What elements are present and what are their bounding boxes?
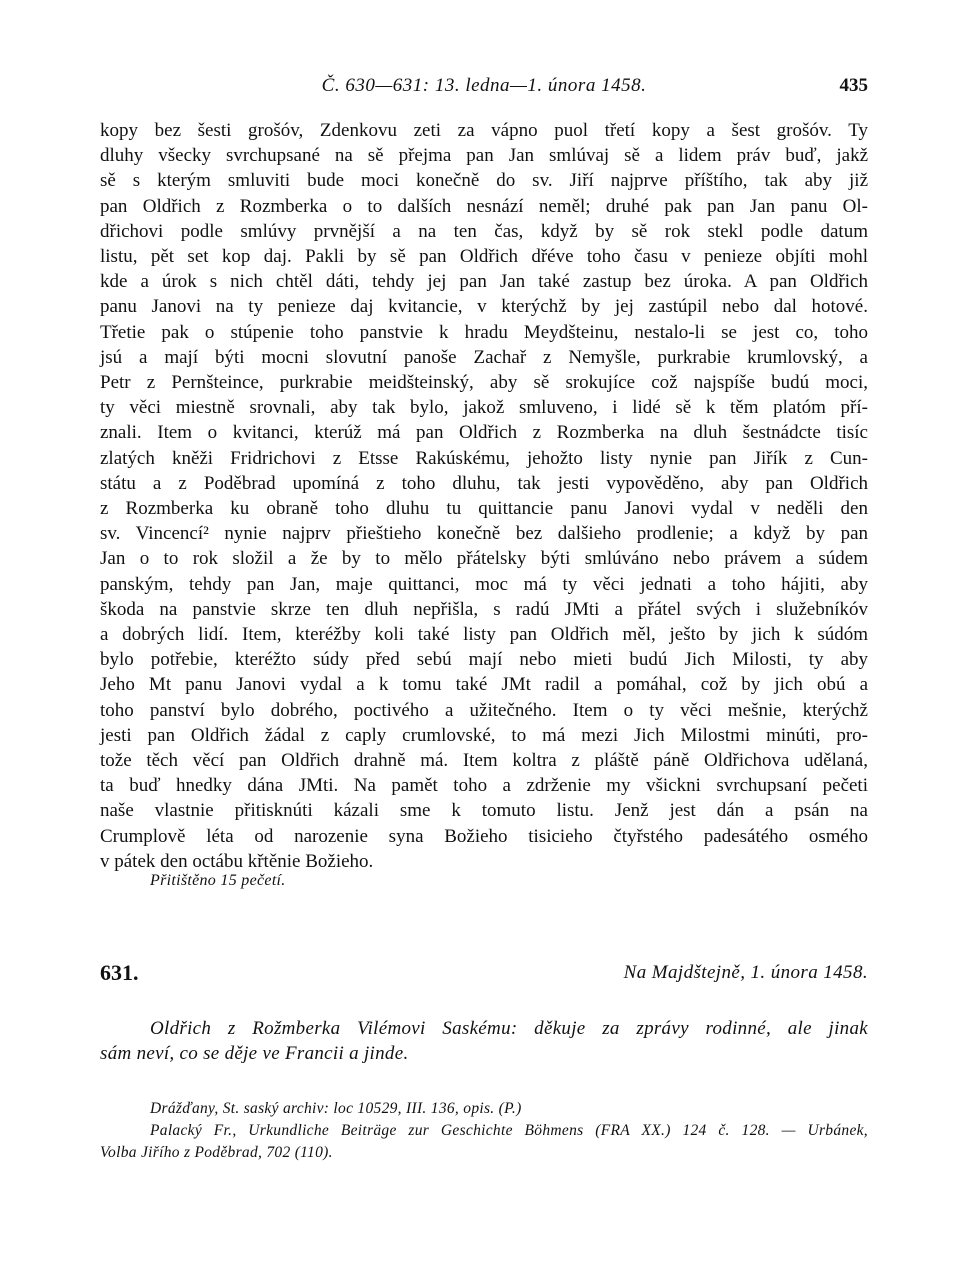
running-title: Č. 630—631: 13. ledna—1. února 1458. — [321, 75, 647, 96]
text-line: toho panství bylo dobrého, poctivého a užitečného. Item o ty věci mešnie, kterýchž — [100, 699, 868, 721]
document-summary — [100, 1016, 868, 1066]
text-line: dluhy všecky svrchupsané na sě přejma pan Jan smlúvaj sě a lidem práv buď, jakž — [100, 145, 868, 167]
text-line: z Rozmberka ku obraně toho dluhu tu quittancie panu Janovi vydal v neděli den — [100, 498, 868, 520]
text-line: Crumplově léta od narozenie syna Božieho tisicieho čtyřstého padesátého osmého — [100, 825, 868, 847]
text-line: ta buď hnedky dána JMti. Na pamět toho a zdrženie my všickni svrchupsaní pečeti — [100, 775, 868, 797]
document-heading — [100, 960, 868, 990]
text-line: naše vlastnie přitisknúti kázali sme k tomuto listu. Jenž jest dán a psán na — [100, 800, 868, 822]
text-line: Petr z Pernšteince, purkrabie meidšteinský, aby sě srokujíce což najspíše budú moci, — [100, 372, 868, 394]
summary-line: sám neví, co se děje ve Francii a jinde. — [100, 1043, 409, 1064]
source-line: Drážďany, St. saský archiv: loc 10529, III. 136, opis. (P.) — [150, 1100, 522, 1117]
summary-line: Oldřich z Rožmberka Vilémovi Saskému: děkuje za zprávy rodinné, ale jinak — [150, 1018, 868, 1039]
text-line: Jan o to rok složil a že by to mělo přátelsky býti smlúváno nebo právem a súdem — [100, 548, 868, 570]
text-line: dřichovi podle smlúvy prvnější a na ten čas, když by sě rok stekl podle datum — [100, 220, 868, 242]
document-number: 631. — [100, 960, 139, 985]
text-line: kopy bez šesti grošóv, Zdenkovu zeti za vápno puol třetí kopy a šest grošóv. Ty — [100, 120, 868, 141]
source-line: Volba Jiřího z Poděbrad, 702 (110). — [100, 1144, 333, 1161]
text-line: škoda na panstvie skrze ten dluh nepřišla, s radú JMti a přátel svých i služebníkóv — [100, 598, 868, 620]
text-line: znali. Item o kvitanci, kterúž má pan Oldřich z Rozmberka na dluh šestnádcte tisíc — [100, 422, 868, 444]
text-line: Třetie pak o stúpenie toho panstvie k hradu Meydšteinu, nestalo-li se jest co, toho — [100, 321, 868, 343]
text-line: pan Oldřich z Rozmberka o to dalších nesnází neměl; druhé pak pan Jan panu Ol- — [100, 195, 868, 217]
text-line: sě s kterým smluviti bude moci konečně do sv. Jiří najprve příštího, tak aby již — [100, 170, 868, 192]
text-line: a dobrých lidí. Item, kteréžby koli také listy pan Oldřich měl, ješto by jich k súdóm — [100, 624, 868, 646]
sealing-note: Přitištěno 15 pečetí. — [150, 872, 286, 889]
running-header — [100, 75, 868, 101]
text-line: listu, pět set kop daj. Pakli by sě pan Oldřich dřéve toho času v penieze objíti mohl — [100, 246, 868, 268]
document-place-date: Na Majdštejně, 1. února 1458. — [623, 962, 868, 983]
charter-text — [100, 118, 868, 874]
source-line: Palacký Fr., Urkundliche Beiträge zur Geschichte Böhmens (FRA XX.) 124 č. 128. — Urbánek, — [150, 1122, 868, 1139]
text-line: ty věci miestně srovnali, aby tak bylo, jakož smluveno, i lidé sě k těm platóm pří- — [100, 397, 868, 419]
text-line: panu Janovi na ty penieze daj kvitancie, v kterýchž by jej zastúpil nebo dal hotové. — [100, 296, 868, 318]
text-line: panským, tehdy pan Jan, maje quittanci, moc má ty věci jednati a toho hájiti, aby — [100, 573, 868, 595]
text-line: zlatých kněži Fridrichovi z Etsse Rakúskému, jehožto listy nynie pan Jiřík z Cun- — [100, 447, 868, 469]
text-line: jsú a mají býti mocni slovutní panoše Zachař z Nemyšle, purkrabie krumlovský, a — [100, 346, 868, 368]
source-references — [100, 1098, 868, 1164]
text-line: Jeho Mt panu Janovi vydal a k tomu také JMt radil a pomáhal, což by jich obú a — [100, 674, 868, 696]
text-line: kde a úrok s nich chtěl dáti, tehdy jej pan Jan také zastup bez úroka. A pan Oldřich — [100, 271, 868, 293]
page-number: 435 — [839, 75, 868, 96]
text-line: bylo potřebie, kteréžto súdy před sebú mají nebo mieti budú Jich Milosti, ty aby — [100, 649, 868, 671]
text-line: státu a z Poděbrad upomíná z toho dluhu, tak jesti vypověděno, aby pan Oldřich — [100, 472, 868, 494]
text-line: sv. Vincencí² nynie najprv přieštieho konečně bez dalšieho prodlenie; a když by pan — [100, 523, 868, 545]
text-line: v pátek den octábu křtěnie Božieho. — [100, 850, 374, 872]
text-line: tože těch věcí pan Oldřich drahně má. Item koltra z pláště páně Oldřichova udělaná, — [100, 750, 868, 772]
text-line: jesti pan Oldřich žádal z caply crumlovské, to má mezi Jich Milostmi minúti, pro- — [100, 724, 868, 746]
